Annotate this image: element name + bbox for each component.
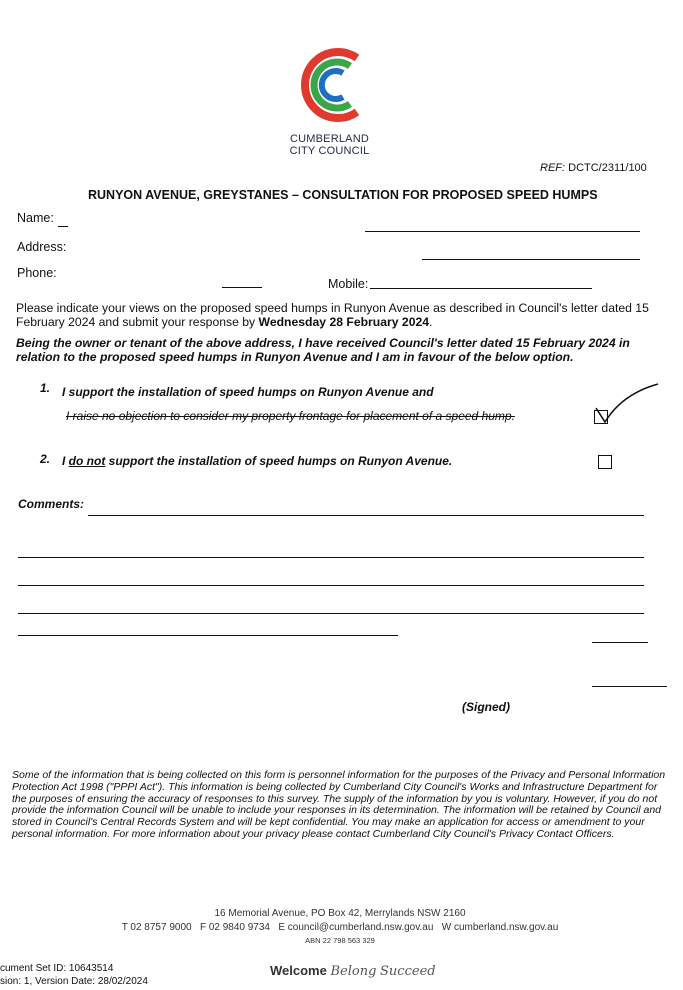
option-1-subtext: I raise no objection to consider my property frontage for placement of a speed hump. xyxy=(66,409,515,423)
comments-line-3[interactable] xyxy=(18,585,644,586)
option-1-number: 1. xyxy=(40,381,51,395)
document-version: sion: 1, Version Date: 28/02/2024 xyxy=(0,976,148,987)
privacy-notice: Some of the information that is being collected on this form is personnel information for the purposes of the Privacy and Personal Information Protection Act 1998 ("PPPI Act"). This information is being collected by Cumberland City Council's Works and Infrastructure Department for the purposes of ensuring the accuracy of responses to this survey. The supply of the information by you is voluntary. However, if you do not provide the information Council will be unable to include your responses in its determination. The information will be retained by Council and stored in Council's Central Records System and will be kept confidential. You may make an application for access or amendment to your personal information. For more information about your privacy please contact Cumberland City Council's Privacy Contact Officers. xyxy=(12,769,666,840)
signed-label: (Signed) xyxy=(462,700,510,714)
footer-abn: ABN 22 798 563 329 xyxy=(305,936,375,945)
council-logo xyxy=(282,40,377,135)
address-label: Address: xyxy=(17,240,67,254)
comments-line-5-end[interactable] xyxy=(592,642,648,643)
option-2-text: I do not support the installation of speed humps on Runyon Avenue. xyxy=(62,454,453,468)
footer-address: 16 Memorial Avenue, PO Box 42, Merrylands NSW 2160 xyxy=(214,908,466,919)
document-set-id: cument Set ID: 10643514 xyxy=(0,963,114,974)
page-title: RUNYON AVENUE, GREYSTANES – CONSULTATION FOR PROPOSED SPEED HUMPS xyxy=(88,188,598,202)
comments-line-1[interactable] xyxy=(88,515,644,516)
council-name: CUMBERLAND CITY COUNCIL xyxy=(289,133,370,157)
phone-label: Phone: xyxy=(17,266,57,280)
mobile-field[interactable] xyxy=(370,288,592,289)
footer-contacts: T 02 8757 9000 F 02 9840 9734 E council@cumberland.nsw.gov.au W cumberland.nsw.gov.au xyxy=(121,922,559,933)
comments-line-2[interactable] xyxy=(18,557,644,558)
option-1-text: I support the installation of speed humps on Runyon Avenue and xyxy=(62,385,434,399)
comments-line-4[interactable] xyxy=(18,613,644,614)
comments-label: Comments: xyxy=(18,497,85,511)
reference: REF: DCTC/2311/100 xyxy=(540,162,647,174)
name-label: Name: xyxy=(17,211,54,225)
council-logo-icon xyxy=(282,40,377,130)
slogan: Welcome Belong Succeed xyxy=(270,963,436,979)
option-2-checkbox[interactable] xyxy=(598,455,612,469)
name-field[interactable] xyxy=(365,231,640,232)
intro-paragraph: Please indicate your views on the proposed speed humps in Runyon Avenue as described in Council's letter dated 15 February 2024 and submit your response by Wednesday 28 February 2024. xyxy=(16,301,649,329)
signature-line[interactable] xyxy=(592,686,667,687)
checkmark-icon xyxy=(592,382,662,428)
option-2-number: 2. xyxy=(40,452,51,466)
declaration-paragraph: Being the owner or tenant of the above address, I have received Council's letter dated 15 February 2024 in relation to the proposed speed humps in Runyon Avenue and I am in favour of the below option. xyxy=(16,336,630,364)
address-field[interactable] xyxy=(422,259,640,260)
mobile-label: Mobile: xyxy=(328,277,369,291)
comments-line-5[interactable] xyxy=(18,635,398,636)
name-field-start xyxy=(58,226,68,227)
phone-field[interactable] xyxy=(222,287,262,288)
